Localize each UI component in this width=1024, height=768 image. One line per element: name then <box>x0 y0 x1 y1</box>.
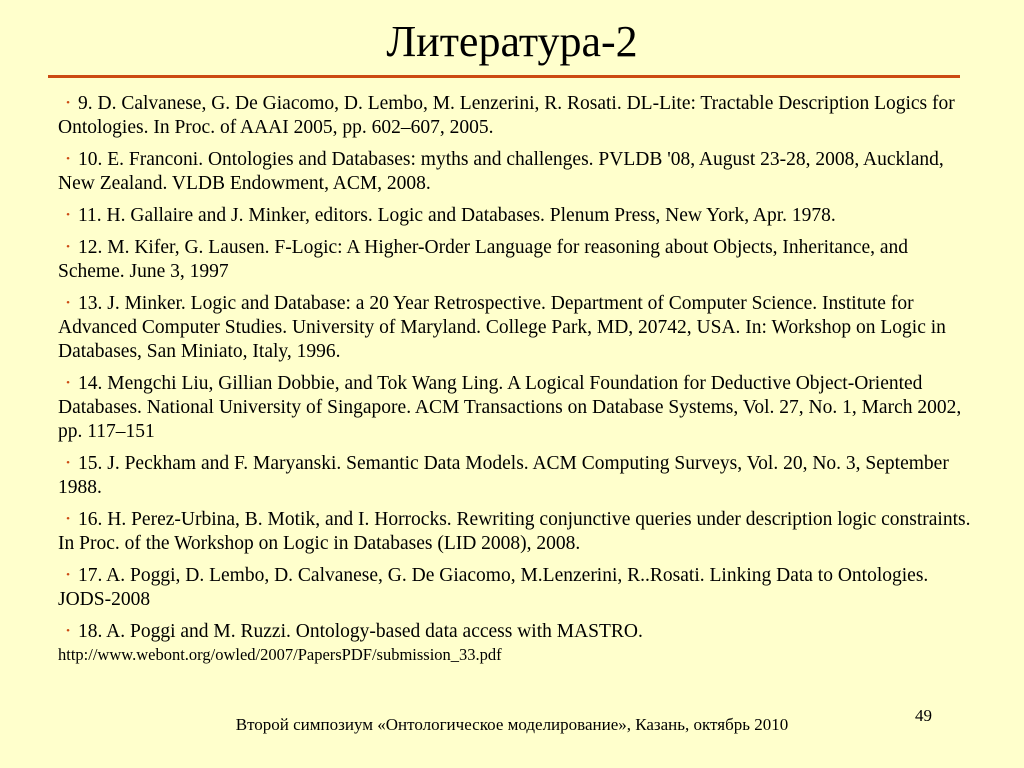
bullet-icon: • <box>66 97 70 109</box>
bullet-icon: • <box>66 241 70 253</box>
bullet-icon: • <box>66 297 70 309</box>
bullet-icon: • <box>66 457 70 469</box>
reference-item <box>58 507 978 556</box>
reference-url-link[interactable]: http://www.webont.org/owled/2007/PapersPDF/submission_33.pdf <box>58 645 502 664</box>
reference-text: 9. D. Calvanese, G. De Giacomo, D. Lembo, M. Lenzerini, R. Rosati. DL-Lite: Tractable Description Logics for Ontologies. In Proc. of AAAI 2005, pp. 602–607, 2005. <box>58 93 955 138</box>
reference-text: 17. A. Poggi, D. Lembo, D. Calvanese, G. De Giacomo, M.Lenzerini, R..Rosati. Linking Data to Ontologies. JODS-2008 <box>58 565 929 610</box>
reference-item <box>58 563 978 612</box>
reference-item <box>58 291 978 364</box>
bullet-icon: • <box>66 569 70 581</box>
reference-text: 11. H. Gallaire and J. Minker, editors. Logic and Databases. Plenum Press, New York, Apr. 1978. <box>78 205 836 226</box>
reference-text: 18. A. Poggi and M. Ruzzi. Ontology-based data access with MASTRO. <box>78 621 643 642</box>
reference-text: 13. J. Minker. Logic and Database: a 20 Year Retrospective. Department of Computer Science. Institute for Advanced Computer Studies. University of Maryland. College Park, MD, 20742, USA. In: Workshop on Logic in Databases, San Miniato, Italy, 1996. <box>58 293 946 362</box>
reference-text: 14. Mengchi Liu, Gillian Dobbie, and Tok Wang Ling. A Logical Foundation for Deductive Object-Oriented Databases. National University of Singapore. ACM Transactions on Database Systems, Vol. 27, No. 1, March 2002, pp. 117–151 <box>58 373 962 442</box>
bullet-icon: • <box>66 625 70 637</box>
reference-text: 16. H. Perez-Urbina, B. Motik, and I. Horrocks. Rewriting conjunctive queries under description logic constraints. In Proc. of the Workshop on Logic in Databases (LID 2008), 2008. <box>58 509 971 554</box>
reference-item <box>58 371 978 444</box>
bullet-icon: • <box>66 209 70 221</box>
title-divider <box>48 75 960 78</box>
reference-item <box>58 91 978 140</box>
reference-item <box>58 451 978 500</box>
bullet-icon: • <box>66 377 70 389</box>
reference-text: 10. E. Franconi. Ontologies and Databases: myths and challenges. PVLDB '08, August 23-28, 2008, Auckland, New Zealand. VLDB Endowment, ACM, 2008. <box>58 149 944 194</box>
reference-text: 15. J. Peckham and F. Maryanski. Semantic Data Models. ACM Computing Surveys, Vol. 20, No. 3, September 1988. <box>58 453 949 498</box>
reference-list <box>58 91 978 673</box>
reference-item <box>58 203 978 228</box>
reference-item <box>58 619 978 666</box>
page-number: 49 <box>915 706 932 725</box>
reference-item <box>58 147 978 196</box>
reference-item <box>58 235 978 284</box>
reference-text: 12. M. Kifer, G. Lausen. F-Logic: A Higher-Order Language for reasoning about Objects, Inheritance, and Scheme. June 3, 1997 <box>58 237 909 282</box>
bullet-icon: • <box>66 513 70 525</box>
bullet-icon: • <box>66 153 70 165</box>
slide-title: Литература-2 <box>386 17 638 66</box>
slide-footer: Второй симпозиум «Онтологическое моделирование», Казань, октябрь 2010 <box>235 715 789 734</box>
